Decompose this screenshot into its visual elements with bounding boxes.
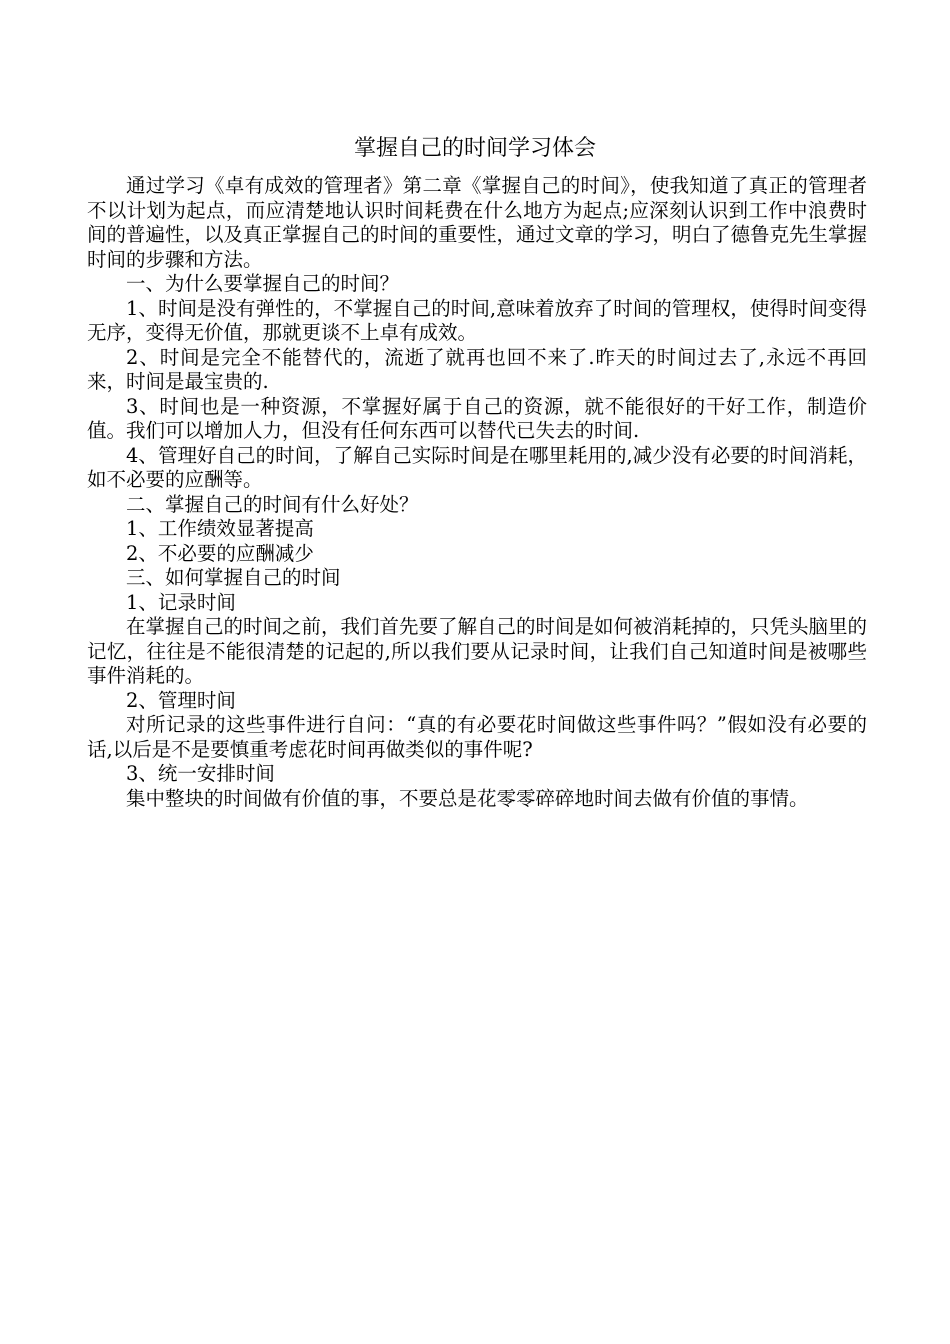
paragraph-why-1: 1、时间是没有弹性的，不掌握自己的时间,意味着放弃了时间的管理权，使得时间变得无序，变得无价值，那就更谈不上卓有成效。	[87, 296, 867, 344]
paragraph-benefit-1: 1、工作绩效显著提高	[126, 517, 314, 540]
subheading-arrange-time: 3、统一安排时间	[126, 762, 275, 785]
subheading-record-time: 1、记录时间	[126, 590, 236, 614]
section-heading-benefits: 二、掌握自己的时间有什么好处？	[126, 492, 419, 516]
section-heading-how: 三、如何掌握自己的时间	[126, 566, 341, 589]
paragraph-intro: 通过学习《卓有成效的管理者》第二章《掌握自己的时间》，使我知道了真正的管理者不以计划为起点，而应清楚地认识时间耗费在什么地方为起点;应深刻认识到工作中浪费时间的普遍性，以及真正掌握自己的时间的重要性，通过文章的学习，明白了德鲁克先生掌握时间的步骤和方法。	[87, 174, 868, 271]
paragraph-why-3: 3、时间也是一种资源，不掌握好属于自己的资源，就不能很好的干好工作，制造价值。我们可以增加人力，但没有任何东西可以替代已失去的时间.	[87, 394, 867, 442]
document-title: 掌握自己的时间学习体会	[353, 136, 596, 161]
document-body	[87, 174, 867, 811]
paragraph-why-2: 2、时间是完全不能替代的，流逝了就再也回不来了.昨天的时间过去了,永远不再回来，时间是最宝贵的.	[87, 345, 867, 393]
section-heading-why: 一、为什么要掌握自己的时间？	[126, 272, 400, 295]
paragraph-arrange-time: 集中整块的时间做有价值的事，不要总是花零零碎碎地时间去做有价值的事情。	[126, 786, 809, 810]
paragraph-benefit-2: 2、不必要的应酬减少	[126, 541, 314, 565]
subheading-manage-time: 2、管理时间	[126, 688, 236, 712]
paragraph-why-4: 4、管理好自己的时间，了解自己实际时间是在哪里耗用的,减少没有必要的时间消耗，如不必要的应酬等。	[87, 443, 867, 491]
paragraph-record-time: 在掌握自己的时间之前，我们首先要了解自己的时间是如何被消耗掉的，只凭头脑里的记忆，往往是不能很清楚的记起的,所以我们要从记录时间，让我们自己知道时间是被哪些事件消耗的。	[87, 615, 868, 687]
paragraph-manage-time: 对所记录的这些事件进行自问：“真的有必要花时间做这些事件吗？”假如没有必要的话,以后是不是要慎重考虑花时间再做类似的事件呢?	[87, 713, 867, 761]
